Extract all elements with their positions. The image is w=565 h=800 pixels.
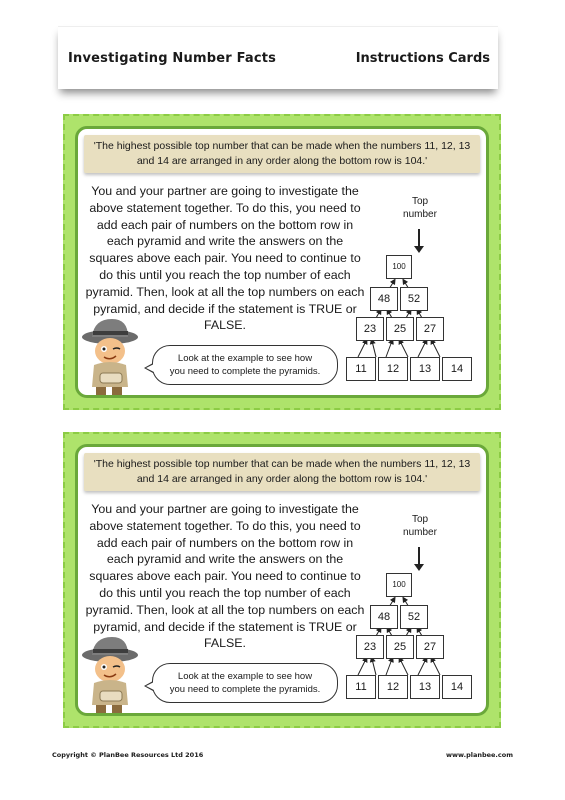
arrow-down-icon <box>418 229 420 247</box>
pyramid-box: 12 <box>378 675 408 699</box>
pyramid-box: 12 <box>378 357 408 381</box>
explorer-character-icon <box>80 633 144 716</box>
speech-line-1: Look at the example to see how <box>177 671 313 682</box>
pyramid-box: 13 <box>410 357 440 381</box>
statement-line-2: and 14 are arranged in any order along the bottom row is 104.' <box>136 473 428 485</box>
number-pyramid <box>346 569 486 699</box>
speech-line-2: you need to complete the pyramids. <box>169 684 321 695</box>
top-label-line-2: number <box>403 209 437 220</box>
instructions-text: You and your partner are going to investigate the above statement together. To do this, you need to add each pair of numbers on the bottom row in each pyramid and write the answers on the squares above each pair. You need to continue to do this until you reach the top number of each pyramid. Then, look at all the top numbers on each pyramid, and decide if the statement is TRUE or FALSE. <box>85 502 365 651</box>
instruction-card-1 <box>63 114 501 410</box>
top-label-line-1: Top <box>411 196 429 207</box>
pyramid-box: 27 <box>416 635 444 659</box>
pyramid-top-box: 100 <box>386 573 412 597</box>
card-inner <box>75 126 489 398</box>
pyramid-top-box: 100 <box>386 255 412 279</box>
speech-line-1: Look at the example to see how <box>177 353 313 364</box>
pyramid-box: 14 <box>442 357 472 381</box>
statement-line-1: 'The highest possible top number that can be made when the numbers 11, 12, 13 <box>93 140 471 152</box>
pyramid-box: 25 <box>386 635 414 659</box>
pyramid-box: 48 <box>370 287 398 311</box>
speech-bubble <box>152 663 338 703</box>
number-pyramid <box>346 251 486 381</box>
page-header <box>58 26 498 89</box>
pyramid-box: 52 <box>400 605 428 629</box>
instructions-text: You and your partner are going to investigate the above statement together. To do this, you need to add each pair of numbers on the bottom row in each pyramid and write the answers on the squares above each pair. You need to continue to do this until you reach the top number of each pyramid. Then, look at all the top numbers on each pyramid, and decide if the statement is TRUE or FALSE. <box>85 184 365 333</box>
pyramid-box: 25 <box>386 317 414 341</box>
arrow-down-icon <box>418 547 420 565</box>
statement-banner <box>84 453 480 491</box>
card-inner <box>75 444 489 716</box>
pyramid-box: 23 <box>356 317 384 341</box>
top-label-line-1: Top <box>411 514 429 525</box>
pyramid-box: 27 <box>416 317 444 341</box>
pyramid-box: 14 <box>442 675 472 699</box>
pyramid-box: 11 <box>346 675 376 699</box>
instruction-card-2 <box>63 432 501 728</box>
worksheet-category: Instructions Cards <box>355 51 490 66</box>
statement-line-1: 'The highest possible top number that can be made when the numbers 11, 12, 13 <box>93 458 471 470</box>
copyright-text: Copyright © PlanBee Resources Ltd 2016 <box>52 751 204 759</box>
top-number-label <box>394 513 446 539</box>
pyramid-box: 23 <box>356 635 384 659</box>
pyramid-box: 11 <box>346 357 376 381</box>
speech-line-2: you need to complete the pyramids. <box>169 366 321 377</box>
statement-line-2: and 14 are arranged in any order along the bottom row is 104.' <box>136 155 428 167</box>
top-label-line-2: number <box>403 527 437 538</box>
speech-bubble <box>152 345 338 385</box>
worksheet-title: Investigating Number Facts <box>68 51 277 66</box>
statement-banner <box>84 135 480 173</box>
pyramid-box: 13 <box>410 675 440 699</box>
website-text: www.planbee.com <box>446 751 513 759</box>
top-number-label <box>394 195 446 221</box>
pyramid-box: 52 <box>400 287 428 311</box>
pyramid-box: 48 <box>370 605 398 629</box>
explorer-character-icon <box>80 315 144 398</box>
